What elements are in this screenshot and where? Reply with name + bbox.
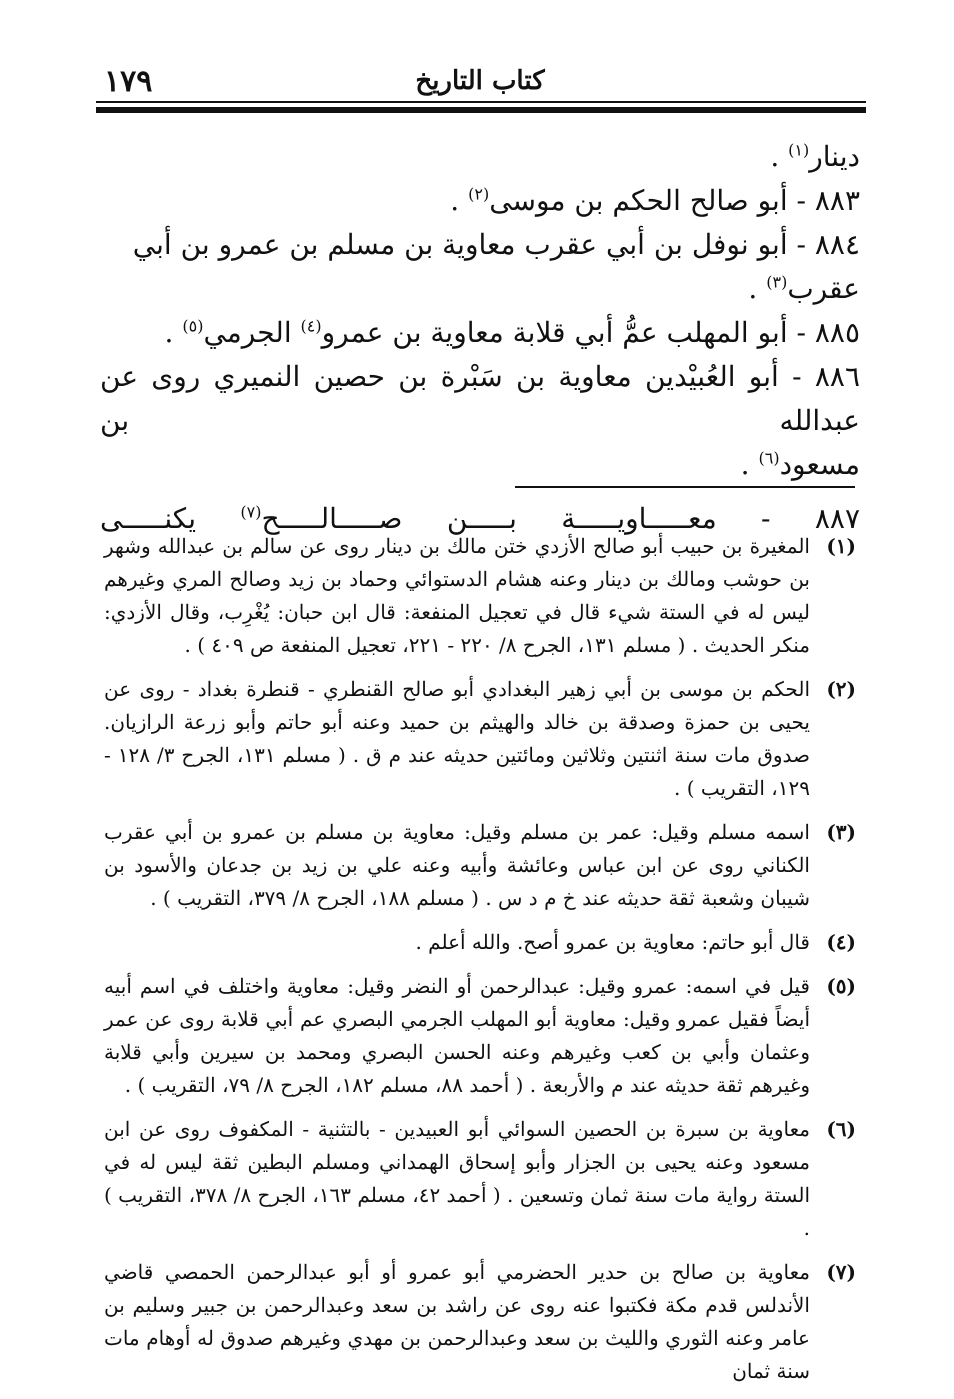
footnote-number: (٤) <box>826 930 856 954</box>
entry-883: ٨٨٣ - أبو صالح الحكم بن موسى$^{(٢)}$ . <box>450 184 860 217</box>
footnote-ref: (٢) <box>468 184 490 204</box>
footnote-4 <box>104 926 856 959</box>
footnote-ref: (٧) <box>240 502 262 522</box>
spacer <box>100 487 860 497</box>
footnote-2 <box>104 673 856 805</box>
footnote-number: (٣) <box>826 820 856 844</box>
footnote-text: اسمه مسلم وقيل: عمر بن مسلم وقيل: معاوية بن مسلم بن عمرو بن أبي عقرب الكناني روى عن ابن عباس وعائشة وأبيه وعنه علي بن زيد بن جدعان والأسود بن شيبان وشعبة ثقة حديثه عند خ م د س . ( مسلم ١٨٨، الجرح ٨/ ٣٧٩، التقريب ) . <box>104 820 810 910</box>
footnote-ref: (٦) <box>758 448 780 468</box>
footnote-1 <box>104 530 856 662</box>
entry-line: دينار$^{(١)}$ . <box>770 140 860 173</box>
footnote-text: معاوية بن صالح بن حدير الحضرمي أبو عمرو أو أبو عبدالرحمن الحمصي قاضي الأندلس قدم مكة فكتبوا عنه روى عن راشد بن سعد وعبدالرحمن بن جبير وسليم بن عامر وعنه الثوري والليث بن سعد وعبدالرحمن بن مهدي وغيرهم صدوق له أوهام مات سنة ثمان <box>104 1260 810 1383</box>
footnote-text: قال أبو حاتم: معاوية بن عمرو أصح. والله أعلم . <box>415 930 810 954</box>
entry-886: ٨٨٦ - أبو العُبيْدين معاوية بن سَبْرة بن حصين النميري روى عن عبدالله بن <box>100 360 860 437</box>
footnote-number: (١) <box>826 534 856 558</box>
entry-884: ٨٨٤ - أبو نوفل بن أبي عقرب معاوية بن مسلم بن عمرو بن أبي عقرب$^{(٣)}$ . <box>132 228 860 305</box>
footnotes <box>104 530 856 1399</box>
footnote-6 <box>104 1113 856 1245</box>
page-number: ١٧٩ <box>104 64 153 99</box>
footnote-7 <box>104 1256 856 1388</box>
footnote-text: معاوية بن سبرة بن الحصين السوائي أبو العبيدين - بالتثنية - المكفوف روى عن ابن مسعود وعنه يحيى بن الجزار وأبو إسحاق الهمداني ومسلم البطين ثقة ليس له في الستة رواية مات سنة ثمان وتسعين . ( أحمد ٤٢، مسلم ١٦٣، الجرح ٨/ ٣٧٨، التقريب ) . <box>104 1117 811 1240</box>
footnote-number: (٥) <box>826 974 856 998</box>
main-text <box>100 135 860 541</box>
entry-886-continued: مسعود$^{(٦)}$ . <box>740 448 860 481</box>
footnote-number: (٦) <box>826 1117 856 1141</box>
footnote-text: المغيرة بن حبيب أبو صالح الأزدي ختن مالك بن دينار روى عن سالم بن عبدالله وشهر بن حوشب ومالك بن دينار وعنه هشام الدستوائي وحماد بن زيد وصالح المري وغيرهم ليس له في الستة شيء قال في تعجيل المنفعة: قال ابن حبان: يُغْرِب، وقال الأزدي: منكر الحديث . ( مسلم ١٣١، الجرح ٨/ ٢٢٠ - ٢٢١، تعجيل المنفعة ص ٤٠٩ ) . <box>104 534 810 657</box>
footnote-3 <box>104 816 856 915</box>
footnote-ref: (١) <box>788 140 810 160</box>
footnote-5 <box>104 970 856 1102</box>
page-header <box>100 58 860 98</box>
footnote-text: قيل في اسمه: عمرو وقيل: عبدالرحمن أو النضر وقيل: معاوية واختلف في اسم أبيه أيضاً فقيل عمرو وقيل: معاوية أبو المهلب الجرمي البصري عم أبي قلابة روى عن عمر وعثمان وأبي بن كعب وغيرهم وعنه الحسن البصري ومحمد بن سيرين وأبي قلابة وغيرهم ثقة حديثه عند م والأربعة . ( أحمد ٨٨، مسلم ١٨٢، الجرح ٨/ ٧٩، التقريب ) . <box>104 974 810 1097</box>
footnote-ref: (٣) <box>766 272 788 292</box>
running-title: كتاب التاريخ <box>415 66 545 96</box>
entry-885: ٨٨٥ - أبو المهلب عمُّ أبي قلابة معاوية بن عمرو$^{(٤)}$ الجرمي$^{(٥)}$ . <box>164 316 860 349</box>
entry-887: ٨٨٧ - معـــــاويـــــة بـــــن صـــــالـــــح$^{(٧)}$ يكنـــــى <box>100 502 860 535</box>
footnote-text: الحكم بن موسى بن أبي زهير البغدادي أبو صالح القنطري - قنطرة بغداد - روى عن يحيى بن حمزة وصدقة بن خالد والهيثم بن حميد وعنه أبو حاتم وأبو زرعة الرازيان. صدوق مات سنة اثنتين وثلاثين ومائتين حديثه عند م ق . ( مسلم ١٣١، الجرح ٣/ ١٢٨ - ١٢٩، التقريب ) . <box>104 677 810 800</box>
footnote-number: (٧) <box>826 1260 856 1284</box>
footnote-ref: (٥) <box>182 316 204 336</box>
footnote-ref: (٤) <box>300 316 322 336</box>
footnote-separator <box>515 486 855 488</box>
header-rule-thick <box>96 107 866 113</box>
header-rule-thin <box>96 101 866 103</box>
footnote-number: (٢) <box>826 677 856 701</box>
